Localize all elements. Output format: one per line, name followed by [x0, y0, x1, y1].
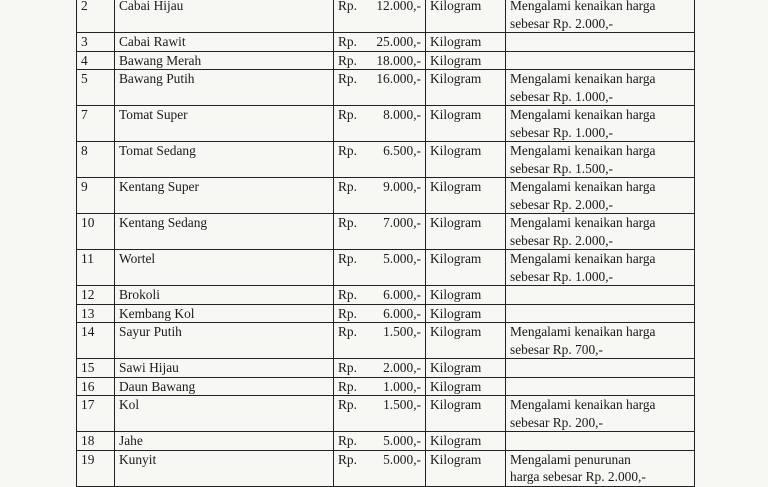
price-amount: 9.000,- [383, 179, 421, 194]
price-cell [334, 450, 426, 486]
note-cell [506, 106, 695, 142]
table-row [77, 51, 695, 70]
note-line: harga sebesar Rp. 2.000,- [510, 469, 646, 484]
unit-cell: Kilogram [426, 33, 506, 52]
unit-cell: Kilogram [426, 359, 506, 378]
note-cell [506, 70, 695, 106]
price-cell [334, 70, 426, 106]
unit-cell: Kilogram [426, 0, 506, 33]
unit-cell: Kilogram [426, 51, 506, 70]
unit-cell: Kilogram [426, 250, 506, 286]
currency-label: Rp. [338, 451, 357, 467]
table-row [77, 214, 695, 250]
price-amount: 8.000,- [383, 107, 421, 122]
note-line: sebesar Rp. 200,- [510, 414, 603, 430]
unit-cell: Kilogram [426, 450, 506, 486]
row-number-cell: 7 [77, 106, 115, 142]
note-cell [506, 323, 695, 359]
price-table-body [77, 0, 695, 486]
unit-cell: Kilogram [426, 106, 506, 142]
note-line: sebesar Rp. 1.000,- [510, 268, 614, 284]
note-cell [506, 432, 695, 451]
table-row [77, 70, 695, 106]
currency-label: Rp. [338, 433, 357, 448]
note-line: sebesar Rp. 1.000,- [510, 88, 614, 104]
commodity-name-cell: Sawi Hijau [115, 359, 334, 378]
note-cell [506, 250, 695, 286]
currency-label: Rp. [338, 143, 357, 158]
note-cell [506, 304, 695, 323]
row-number-cell: 17 [77, 396, 115, 432]
row-number-cell: 10 [77, 214, 115, 250]
note-cell [506, 0, 695, 33]
unit-cell: Kilogram [426, 70, 506, 106]
price-cell [334, 323, 426, 359]
table-row [77, 33, 695, 52]
unit-cell: Kilogram [426, 142, 506, 178]
row-number-cell: 8 [77, 142, 115, 178]
note-cell [506, 142, 695, 178]
table-row [77, 142, 695, 178]
price-cell [334, 286, 426, 305]
row-number-cell: 14 [77, 323, 115, 359]
commodity-name-cell: Kentang Sedang [115, 214, 334, 250]
note-cell [506, 286, 695, 305]
commodity-name-cell: Cabai Hijau [115, 0, 334, 33]
unit-cell: Kilogram [426, 396, 506, 432]
note-line: Mengalami kenaikan harga [510, 324, 656, 339]
commodity-name-cell: Brokoli [115, 286, 334, 305]
price-amount: 2.000,- [383, 360, 421, 375]
currency-label: Rp. [338, 71, 357, 86]
price-cell [334, 359, 426, 378]
row-number-cell: 15 [77, 359, 115, 378]
price-amount: 6.500,- [383, 143, 421, 158]
price-amount: 5.000,- [383, 451, 421, 467]
unit-cell: Kilogram [426, 432, 506, 451]
price-amount: 1.500,- [383, 324, 421, 339]
row-number-cell: 12 [77, 286, 115, 305]
currency-label: Rp. [338, 0, 357, 13]
commodity-name-cell: Tomat Super [115, 106, 334, 142]
note-cell [506, 377, 695, 396]
note-line: Mengalami kenaikan harga [510, 397, 656, 412]
price-cell [334, 250, 426, 286]
note-line: Mengalami kenaikan harga [510, 215, 656, 230]
price-amount: 16.000,- [376, 71, 421, 86]
price-amount: 6.000,- [383, 305, 421, 321]
note-cell [506, 178, 695, 214]
price-amount: 1.500,- [383, 397, 421, 412]
note-line: Mengalami kenaikan harga [510, 251, 656, 266]
currency-label: Rp. [338, 360, 357, 375]
row-number-cell: 18 [77, 432, 115, 451]
price-cell [334, 396, 426, 432]
currency-label: Rp. [338, 251, 357, 266]
note-line: sebesar Rp. 2.000,- [510, 15, 614, 31]
note-cell [506, 214, 695, 250]
row-number-cell: 11 [77, 250, 115, 286]
commodity-name-cell: Bawang Merah [115, 51, 334, 70]
table-row [77, 396, 695, 432]
note-line: Mengalami kenaikan harga [510, 143, 656, 158]
table-row [77, 432, 695, 451]
note-line: Mengalami kenaikan harga [510, 107, 656, 122]
currency-label: Rp. [338, 287, 357, 302]
price-cell [334, 142, 426, 178]
price-cell [334, 51, 426, 70]
table-row [77, 304, 695, 323]
currency-label: Rp. [338, 215, 357, 230]
row-number-cell: 19 [77, 450, 115, 486]
currency-label: Rp. [338, 34, 357, 49]
row-number-cell: 3 [77, 33, 115, 52]
currency-label: Rp. [338, 397, 357, 412]
commodity-name-cell: Bawang Putih [115, 70, 334, 106]
currency-label: Rp. [338, 52, 357, 68]
table-row [77, 106, 695, 142]
currency-label: Rp. [338, 305, 357, 321]
table-row [77, 359, 695, 378]
row-number-cell: 5 [77, 70, 115, 106]
note-line: Mengalami kenaikan harga [510, 71, 656, 86]
currency-label: Rp. [338, 324, 357, 339]
price-amount: 12.000,- [376, 0, 421, 13]
price-cell [334, 432, 426, 451]
unit-cell: Kilogram [426, 323, 506, 359]
currency-label: Rp. [338, 107, 357, 122]
note-cell [506, 33, 695, 52]
price-cell [334, 377, 426, 396]
table-row [77, 450, 695, 486]
note-line: Mengalami kenaikan harga [510, 0, 656, 13]
row-number-cell: 9 [77, 178, 115, 214]
unit-cell: Kilogram [426, 178, 506, 214]
unit-cell: Kilogram [426, 377, 506, 396]
note-cell [506, 51, 695, 70]
price-amount: 6.000,- [383, 287, 421, 302]
commodity-name-cell: Cabai Rawit [115, 33, 334, 52]
commodity-name-cell: Kunyit [115, 450, 334, 486]
note-line: sebesar Rp. 1.000,- [510, 124, 614, 140]
price-amount: 7.000,- [383, 215, 421, 230]
price-cell [334, 214, 426, 250]
price-amount: 5.000,- [383, 433, 421, 448]
note-cell [506, 396, 695, 432]
commodity-name-cell: Jahe [115, 432, 334, 451]
commodity-name-cell: Kol [115, 396, 334, 432]
price-cell [334, 304, 426, 323]
note-cell [506, 359, 695, 378]
table-row [77, 286, 695, 305]
commodity-name-cell: Tomat Sedang [115, 142, 334, 178]
row-number-cell: 16 [77, 377, 115, 396]
note-line: Mengalami penurunan [510, 451, 631, 467]
note-line: sebesar Rp. 2.000,- [510, 196, 614, 212]
unit-cell: Kilogram [426, 214, 506, 250]
price-cell [334, 33, 426, 52]
commodity-name-cell: Wortel [115, 250, 334, 286]
note-line: sebesar Rp. 1.500,- [510, 160, 614, 176]
table-row [77, 250, 695, 286]
price-amount: 1.000,- [383, 378, 421, 394]
unit-cell: Kilogram [426, 304, 506, 323]
commodity-name-cell: Daun Bawang [115, 377, 334, 396]
currency-label: Rp. [338, 378, 357, 394]
unit-cell: Kilogram [426, 286, 506, 305]
note-line: Mengalami kenaikan harga [510, 179, 656, 194]
price-amount: 25.000,- [376, 34, 421, 49]
row-number-cell: 13 [77, 304, 115, 323]
note-line: sebesar Rp. 2.000,- [510, 232, 614, 248]
note-line: sebesar Rp. 700,- [510, 341, 603, 357]
note-cell [506, 450, 695, 486]
price-cell [334, 106, 426, 142]
commodity-name-cell: Sayur Putih [115, 323, 334, 359]
table-row [77, 377, 695, 396]
price-amount: 5.000,- [383, 251, 421, 266]
row-number-cell: 4 [77, 51, 115, 70]
table-row [77, 0, 695, 33]
price-amount: 18.000,- [376, 52, 421, 68]
price-cell [334, 178, 426, 214]
commodity-name-cell: Kembang Kol [115, 304, 334, 323]
currency-label: Rp. [338, 179, 357, 194]
row-number-cell: 2 [77, 0, 115, 33]
commodity-name-cell: Kentang Super [115, 178, 334, 214]
table-row [77, 323, 695, 359]
price-table [76, 0, 695, 487]
table-row [77, 178, 695, 214]
price-cell [334, 0, 426, 33]
